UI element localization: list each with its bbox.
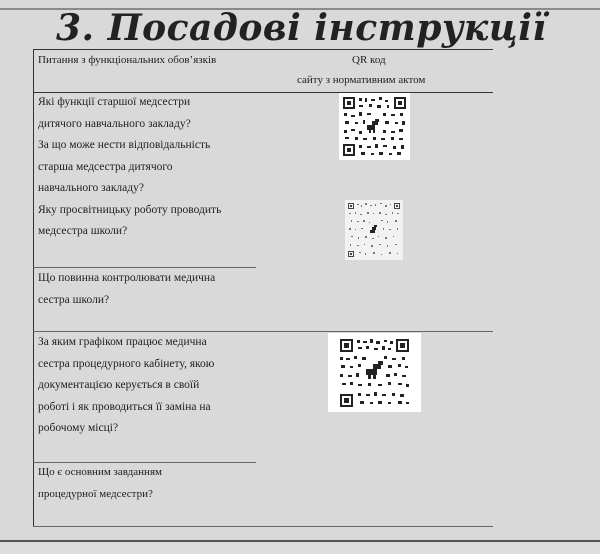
question-line: дитячого навчального закладу? <box>38 117 191 130</box>
qr-code-1[interactable] <box>339 93 410 160</box>
table-row-1-question <box>38 92 221 243</box>
qr-code-3[interactable] <box>328 333 421 412</box>
question-line: Які функції старшої медсестри <box>38 96 191 108</box>
bottom-strip <box>0 542 600 554</box>
question-line: Що є основним завданням <box>38 466 162 478</box>
question-line: Що повинна контролювати медична <box>38 272 216 284</box>
qr-code-icon <box>328 333 421 412</box>
question-line: старша медсестра дитячого <box>38 160 173 173</box>
question-line: навчального закладу? <box>38 182 144 194</box>
question-line: сестра процедурного кабінету, якою <box>38 357 215 370</box>
header-qr-sublabel: сайту з нормативним актом <box>297 74 426 86</box>
qr-code-2[interactable] <box>345 200 403 260</box>
question-line: процедурної медсестри? <box>38 487 153 500</box>
table-row-4-question <box>38 462 162 505</box>
qr-code-icon <box>339 93 410 160</box>
table-left-border <box>33 49 34 527</box>
question-line: сестра школи? <box>38 293 110 306</box>
page-title: 3. Посадові інструкції <box>56 7 547 49</box>
question-line: документацією керується в своїй <box>38 379 200 391</box>
question-line: За яким графіком працює медична <box>38 336 207 348</box>
question-line: медсестра школи? <box>38 225 128 237</box>
header-questions: Питання з функціональних обов’язків <box>38 54 217 66</box>
question-line: робочому місці? <box>38 422 119 434</box>
question-line: Яку просвітницьку роботу проводить <box>38 203 222 216</box>
table-row-3-question <box>38 332 214 440</box>
question-line: роботі і як проводиться її заміна на <box>38 400 211 413</box>
question-line: За що може нести відповідальність <box>38 139 211 151</box>
table-bottom-border <box>33 526 493 527</box>
qr-code-icon <box>345 200 403 260</box>
table-row-2-question <box>38 268 215 311</box>
header-qr-label: QR код <box>352 54 386 66</box>
